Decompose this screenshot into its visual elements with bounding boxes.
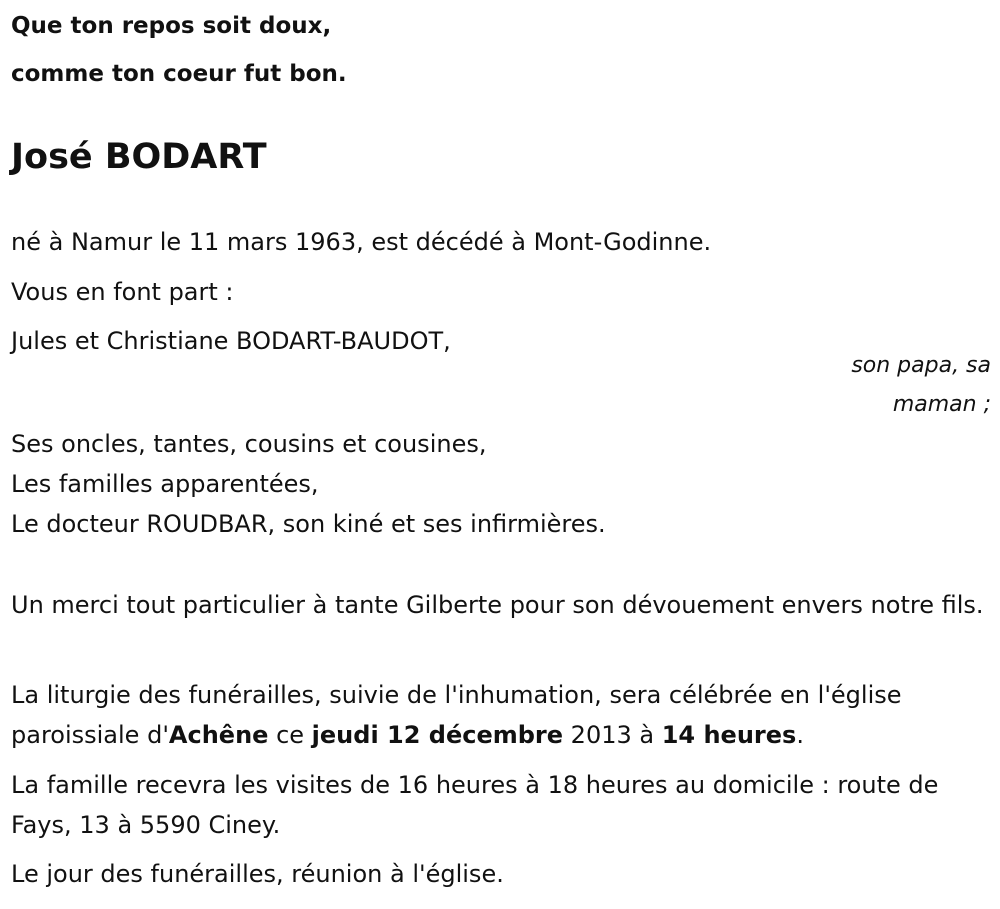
epitaph-line-1: Que ton repos soit doux, [11, 13, 332, 39]
parents-relation [791, 346, 991, 424]
liturgy-date: jeudi 12 décembre [311, 721, 564, 749]
thanks-paragraph: Un merci tout particulier à tante Gilberte pour son dévouement envers notre fils. [11, 591, 984, 619]
family-item-relatives: Les familles apparentées, [11, 470, 319, 498]
liturgy-time: 14 heures [661, 721, 797, 749]
liturgy-place: Achêne [168, 721, 269, 749]
liturgy-end: . [796, 721, 804, 749]
epitaph [11, 2, 991, 98]
parents-relation-line-2: maman ; [892, 392, 991, 417]
obituary-page [11, 0, 991, 888]
liturgy-connector: ce [268, 721, 312, 749]
epitaph-line-2: comme ton coeur fut bon. [11, 61, 347, 87]
liturgy-year: 2013 à [563, 721, 662, 749]
liturgy-paragraph [11, 675, 991, 755]
parents-names: Jules et Christiane BODART-BAUDOT, [11, 327, 451, 355]
parents-relation-line-1: son papa, sa [851, 353, 991, 378]
visits-paragraph: La famille recevra les visites de 16 heures à 18 heures au domicile : route de Fays, 13 à 5590 Ciney. [11, 771, 939, 839]
family-list [11, 424, 991, 544]
family-item-uncles: Ses oncles, tantes, cousins et cousines, [11, 430, 487, 458]
deceased-name: José BODART [11, 137, 267, 177]
funeral-day-line: Le jour des funérailles, réunion à l'église. [11, 860, 504, 888]
announcement: Vous en font part : [11, 278, 234, 306]
liturgy-intro: La liturgie des funérailles, suivie de l'inhumation, sera célébrée en l'église paroissiale d' [11, 681, 902, 749]
birth-line: né à Namur le 11 mars 1963, est décédé à Mont-Godinne. [11, 228, 712, 256]
family-item-caregivers: Le docteur ROUDBAR, son kiné et ses infirmières. [11, 510, 606, 538]
